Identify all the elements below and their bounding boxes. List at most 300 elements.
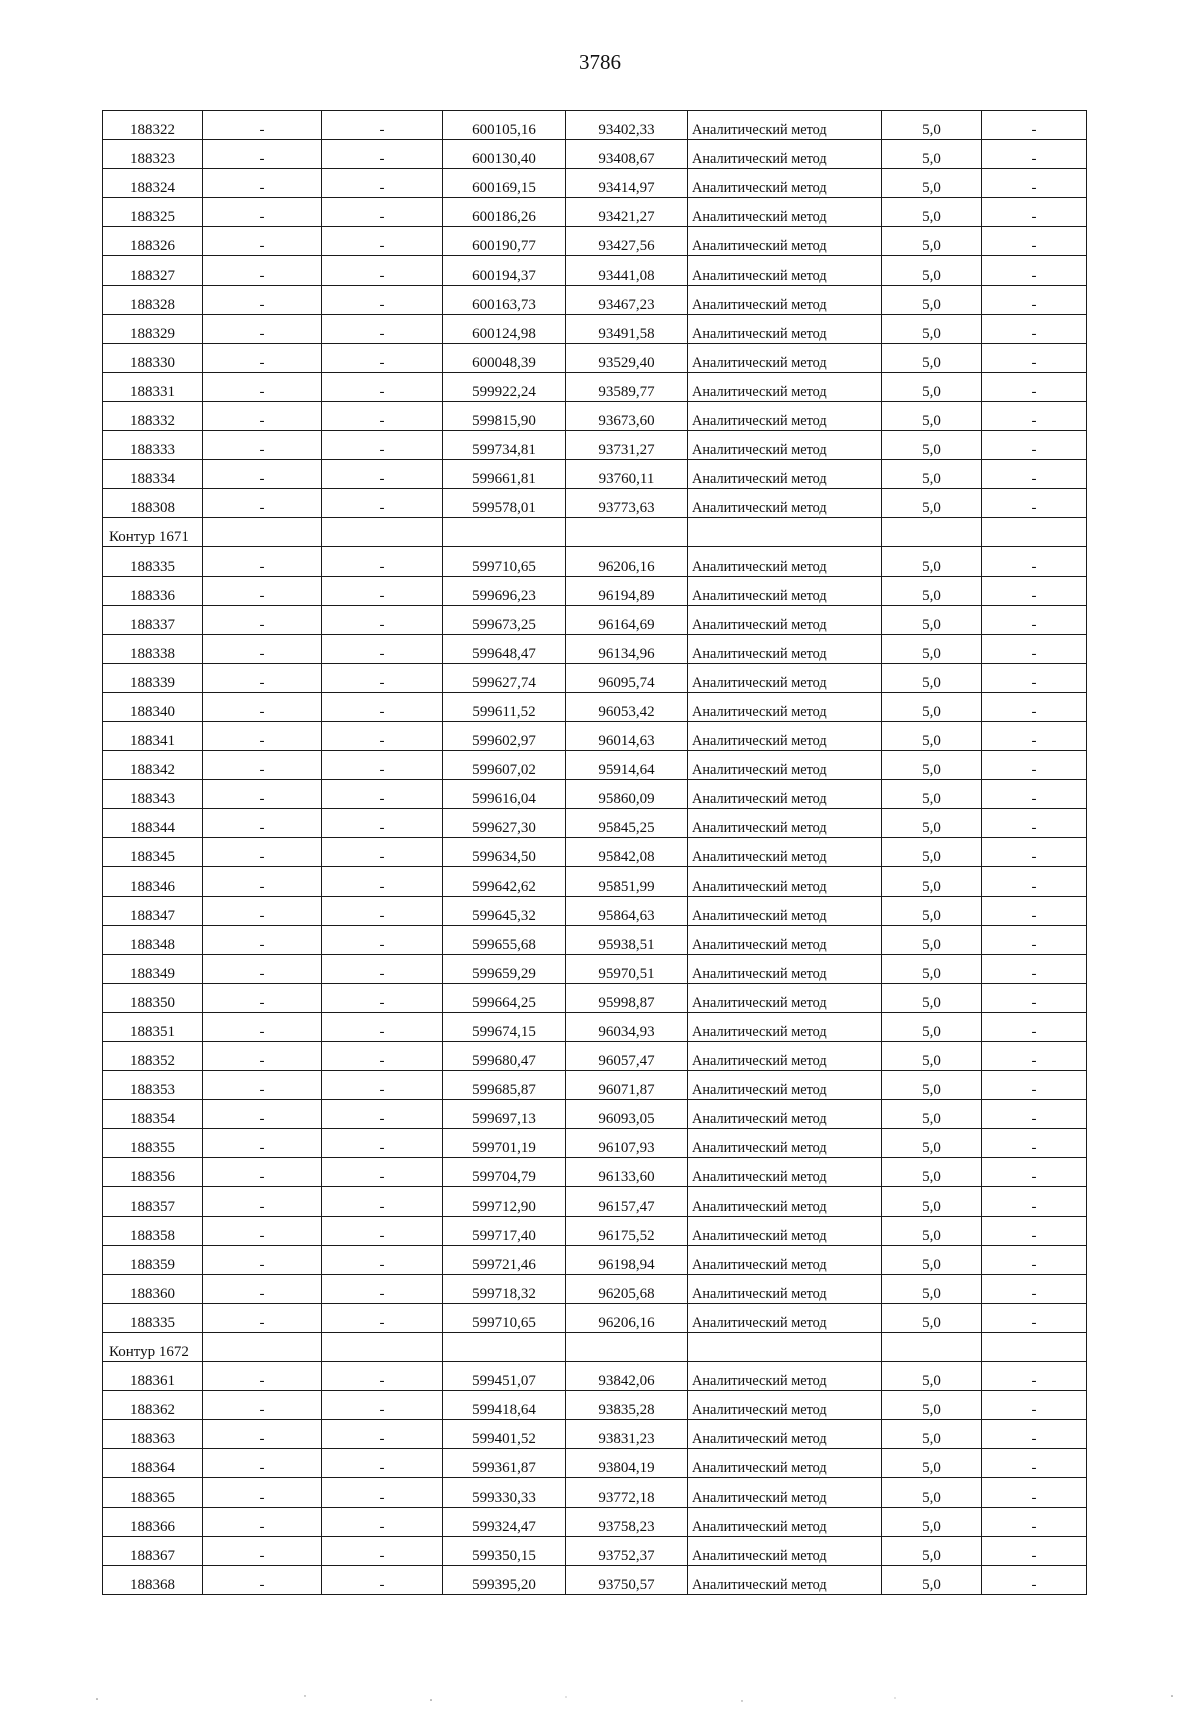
table-row bbox=[103, 1129, 1087, 1158]
cell-method: Аналитический метод bbox=[688, 198, 882, 227]
cell-method: Аналитический метод bbox=[688, 140, 882, 169]
cell-dash: - bbox=[322, 401, 443, 430]
cell-accuracy: 5,0 bbox=[882, 431, 982, 460]
cell-x: 599451,07 bbox=[443, 1362, 566, 1391]
cell-y: 93421,27 bbox=[566, 198, 688, 227]
cell-x: 599616,04 bbox=[443, 780, 566, 809]
cell-dash: - bbox=[322, 1042, 443, 1071]
cell-x: 599324,47 bbox=[443, 1507, 566, 1536]
cell-y: 95938,51 bbox=[566, 925, 688, 954]
cell-method: Аналитический метод bbox=[688, 983, 882, 1012]
cell-dash: - bbox=[322, 954, 443, 983]
cell-method: Аналитический метод bbox=[688, 663, 882, 692]
cell-dash: - bbox=[982, 1449, 1087, 1478]
cell-dash: - bbox=[203, 1507, 322, 1536]
cell-dash: - bbox=[322, 1012, 443, 1041]
cell-accuracy: 5,0 bbox=[882, 1187, 982, 1216]
cell-x: 599721,46 bbox=[443, 1245, 566, 1274]
cell-dash: - bbox=[982, 1274, 1087, 1303]
cell-dash: - bbox=[203, 1565, 322, 1594]
cell-y: 96206,16 bbox=[566, 1303, 688, 1332]
cell-point-id: 188322 bbox=[103, 111, 203, 140]
cell-x: 600169,15 bbox=[443, 169, 566, 198]
cell-y: 96194,89 bbox=[566, 576, 688, 605]
cell-accuracy: 5,0 bbox=[882, 838, 982, 867]
cell-method: Аналитический метод bbox=[688, 1158, 882, 1187]
cell-dash: - bbox=[982, 372, 1087, 401]
cell-accuracy: 5,0 bbox=[882, 460, 982, 489]
cell-y: 93758,23 bbox=[566, 1507, 688, 1536]
cell-point-id: 188346 bbox=[103, 867, 203, 896]
cell-dash: - bbox=[203, 1391, 322, 1420]
cell-accuracy: 5,0 bbox=[882, 605, 982, 634]
cell-dash: - bbox=[982, 1187, 1087, 1216]
cell-dash: - bbox=[982, 1507, 1087, 1536]
cell-dash: - bbox=[203, 460, 322, 489]
contour-label: Контур 1672 bbox=[103, 1332, 203, 1361]
cell-y: 95851,99 bbox=[566, 867, 688, 896]
cell-accuracy: 5,0 bbox=[882, 198, 982, 227]
cell-y: 95864,63 bbox=[566, 896, 688, 925]
cell-dash: - bbox=[322, 925, 443, 954]
cell-accuracy: 5,0 bbox=[882, 925, 982, 954]
cell-method: Аналитический метод bbox=[688, 1536, 882, 1565]
cell-dash: - bbox=[322, 1129, 443, 1158]
cell-accuracy: 5,0 bbox=[882, 1362, 982, 1391]
cell-y: 93772,18 bbox=[566, 1478, 688, 1507]
cell-y: 96198,94 bbox=[566, 1245, 688, 1274]
cell-dash: - bbox=[322, 169, 443, 198]
cell-method: Аналитический метод bbox=[688, 489, 882, 518]
cell-accuracy: 5,0 bbox=[882, 896, 982, 925]
cell-x: 600124,98 bbox=[443, 314, 566, 343]
cell-method: Аналитический метод bbox=[688, 954, 882, 983]
cell-method: Аналитический метод bbox=[688, 1420, 882, 1449]
cell-accuracy: 5,0 bbox=[882, 576, 982, 605]
table-row bbox=[103, 809, 1087, 838]
cell-point-id: 188343 bbox=[103, 780, 203, 809]
cell-point-id: 188350 bbox=[103, 983, 203, 1012]
cell-y: 93408,67 bbox=[566, 140, 688, 169]
cell-x: 599697,13 bbox=[443, 1100, 566, 1129]
table-row bbox=[103, 1478, 1087, 1507]
cell-y: 96157,47 bbox=[566, 1187, 688, 1216]
cell-method: Аналитический метод bbox=[688, 1100, 882, 1129]
cell-accuracy: 5,0 bbox=[882, 1420, 982, 1449]
table-row bbox=[103, 401, 1087, 430]
table-row bbox=[103, 372, 1087, 401]
cell-x: 599815,90 bbox=[443, 401, 566, 430]
cell-x: 599648,47 bbox=[443, 634, 566, 663]
cell-dash: - bbox=[203, 256, 322, 285]
cell-dash: - bbox=[322, 1274, 443, 1303]
cell-y: 93427,56 bbox=[566, 227, 688, 256]
cell-x: 600186,26 bbox=[443, 198, 566, 227]
cell-point-id: 188361 bbox=[103, 1362, 203, 1391]
cell-dash: - bbox=[982, 1391, 1087, 1420]
table-row bbox=[103, 431, 1087, 460]
cell-dash: - bbox=[203, 1158, 322, 1187]
empty-cell bbox=[566, 518, 688, 547]
table-row bbox=[103, 547, 1087, 576]
cell-x: 599673,25 bbox=[443, 605, 566, 634]
cell-dash: - bbox=[322, 751, 443, 780]
cell-dash: - bbox=[322, 576, 443, 605]
cell-dash: - bbox=[982, 1362, 1087, 1391]
cell-y: 93589,77 bbox=[566, 372, 688, 401]
cell-accuracy: 5,0 bbox=[882, 1012, 982, 1041]
cell-point-id: 188338 bbox=[103, 634, 203, 663]
cell-y: 93529,40 bbox=[566, 343, 688, 372]
cell-method: Аналитический метод bbox=[688, 314, 882, 343]
table-row bbox=[103, 983, 1087, 1012]
cell-y: 95970,51 bbox=[566, 954, 688, 983]
cell-dash: - bbox=[322, 227, 443, 256]
cell-accuracy: 5,0 bbox=[882, 1100, 982, 1129]
scan-noise bbox=[0, 1690, 1200, 1710]
cell-y: 93491,58 bbox=[566, 314, 688, 343]
table-row bbox=[103, 1216, 1087, 1245]
cell-dash: - bbox=[203, 1536, 322, 1565]
cell-accuracy: 5,0 bbox=[882, 372, 982, 401]
cell-x: 599401,52 bbox=[443, 1420, 566, 1449]
cell-method: Аналитический метод bbox=[688, 1216, 882, 1245]
cell-point-id: 188330 bbox=[103, 343, 203, 372]
cell-y: 96053,42 bbox=[566, 692, 688, 721]
cell-x: 599395,20 bbox=[443, 1565, 566, 1594]
cell-point-id: 188341 bbox=[103, 721, 203, 750]
cell-dash: - bbox=[322, 460, 443, 489]
cell-dash: - bbox=[982, 780, 1087, 809]
table-row bbox=[103, 1274, 1087, 1303]
table-row bbox=[103, 721, 1087, 750]
table-row bbox=[103, 460, 1087, 489]
table-row bbox=[103, 1449, 1087, 1478]
cell-y: 96107,93 bbox=[566, 1129, 688, 1158]
cell-point-id: 188336 bbox=[103, 576, 203, 605]
cell-dash: - bbox=[982, 1158, 1087, 1187]
table-row bbox=[103, 489, 1087, 518]
cell-point-id: 188328 bbox=[103, 285, 203, 314]
cell-method: Аналитический метод bbox=[688, 401, 882, 430]
table-row bbox=[103, 1071, 1087, 1100]
table-row bbox=[103, 576, 1087, 605]
cell-accuracy: 5,0 bbox=[882, 1071, 982, 1100]
cell-dash: - bbox=[982, 1216, 1087, 1245]
cell-dash: - bbox=[322, 1391, 443, 1420]
cell-dash: - bbox=[203, 198, 322, 227]
cell-dash: - bbox=[203, 983, 322, 1012]
cell-dash: - bbox=[982, 1420, 1087, 1449]
cell-x: 599659,29 bbox=[443, 954, 566, 983]
table-row bbox=[103, 1507, 1087, 1536]
table-row bbox=[103, 634, 1087, 663]
empty-cell bbox=[443, 1332, 566, 1361]
table-row bbox=[103, 140, 1087, 169]
cell-dash: - bbox=[203, 140, 322, 169]
cell-y: 95842,08 bbox=[566, 838, 688, 867]
cell-dash: - bbox=[322, 372, 443, 401]
cell-point-id: 188363 bbox=[103, 1420, 203, 1449]
cell-x: 599664,25 bbox=[443, 983, 566, 1012]
cell-dash: - bbox=[322, 431, 443, 460]
cell-accuracy: 5,0 bbox=[882, 1507, 982, 1536]
cell-dash: - bbox=[982, 1536, 1087, 1565]
cell-y: 96057,47 bbox=[566, 1042, 688, 1071]
cell-y: 96134,96 bbox=[566, 634, 688, 663]
cell-dash: - bbox=[203, 111, 322, 140]
cell-dash: - bbox=[982, 1245, 1087, 1274]
cell-point-id: 188334 bbox=[103, 460, 203, 489]
cell-method: Аналитический метод bbox=[688, 780, 882, 809]
cell-y: 93773,63 bbox=[566, 489, 688, 518]
cell-method: Аналитический метод bbox=[688, 460, 882, 489]
cell-y: 93842,06 bbox=[566, 1362, 688, 1391]
cell-dash: - bbox=[982, 634, 1087, 663]
cell-method: Аналитический метод bbox=[688, 634, 882, 663]
table-body bbox=[103, 111, 1087, 1595]
cell-point-id: 188337 bbox=[103, 605, 203, 634]
cell-x: 599710,65 bbox=[443, 1303, 566, 1332]
cell-dash: - bbox=[203, 780, 322, 809]
cell-x: 599655,68 bbox=[443, 925, 566, 954]
table-row bbox=[103, 605, 1087, 634]
cell-dash: - bbox=[982, 896, 1087, 925]
table-row bbox=[103, 1303, 1087, 1332]
cell-point-id: 188356 bbox=[103, 1158, 203, 1187]
cell-point-id: 188329 bbox=[103, 314, 203, 343]
cell-y: 96206,16 bbox=[566, 547, 688, 576]
cell-dash: - bbox=[203, 1478, 322, 1507]
cell-x: 599717,40 bbox=[443, 1216, 566, 1245]
empty-cell bbox=[443, 518, 566, 547]
cell-method: Аналитический метод bbox=[688, 1478, 882, 1507]
cell-dash: - bbox=[982, 198, 1087, 227]
cell-dash: - bbox=[982, 1100, 1087, 1129]
cell-dash: - bbox=[322, 256, 443, 285]
table-row bbox=[103, 1536, 1087, 1565]
cell-accuracy: 5,0 bbox=[882, 1274, 982, 1303]
cell-point-id: 188348 bbox=[103, 925, 203, 954]
table-row bbox=[103, 314, 1087, 343]
cell-y: 93752,37 bbox=[566, 1536, 688, 1565]
cell-x: 599361,87 bbox=[443, 1449, 566, 1478]
cell-accuracy: 5,0 bbox=[882, 1042, 982, 1071]
cell-dash: - bbox=[322, 343, 443, 372]
cell-dash: - bbox=[203, 954, 322, 983]
cell-method: Аналитический метод bbox=[688, 169, 882, 198]
cell-dash: - bbox=[203, 1449, 322, 1478]
cell-dash: - bbox=[322, 140, 443, 169]
cell-point-id: 188323 bbox=[103, 140, 203, 169]
cell-dash: - bbox=[322, 838, 443, 867]
cell-dash: - bbox=[322, 285, 443, 314]
cell-point-id: 188332 bbox=[103, 401, 203, 430]
table-row bbox=[103, 1420, 1087, 1449]
cell-point-id: 188325 bbox=[103, 198, 203, 227]
cell-accuracy: 5,0 bbox=[882, 285, 982, 314]
cell-dash: - bbox=[982, 169, 1087, 198]
cell-dash: - bbox=[203, 1362, 322, 1391]
cell-x: 599922,24 bbox=[443, 372, 566, 401]
cell-method: Аналитический метод bbox=[688, 431, 882, 460]
cell-y: 96095,74 bbox=[566, 663, 688, 692]
cell-method: Аналитический метод bbox=[688, 1187, 882, 1216]
cell-dash: - bbox=[203, 692, 322, 721]
cell-dash: - bbox=[203, 431, 322, 460]
cell-point-id: 188342 bbox=[103, 751, 203, 780]
cell-dash: - bbox=[322, 867, 443, 896]
cell-method: Аналитический метод bbox=[688, 896, 882, 925]
cell-dash: - bbox=[203, 1216, 322, 1245]
cell-dash: - bbox=[982, 809, 1087, 838]
cell-dash: - bbox=[203, 663, 322, 692]
cell-method: Аналитический метод bbox=[688, 1303, 882, 1332]
cell-dash: - bbox=[322, 1478, 443, 1507]
cell-dash: - bbox=[982, 721, 1087, 750]
cell-point-id: 188326 bbox=[103, 227, 203, 256]
cell-y: 93441,08 bbox=[566, 256, 688, 285]
table-row bbox=[103, 1391, 1087, 1420]
cell-point-id: 188352 bbox=[103, 1042, 203, 1071]
cell-dash: - bbox=[982, 489, 1087, 518]
empty-cell bbox=[882, 518, 982, 547]
cell-accuracy: 5,0 bbox=[882, 1216, 982, 1245]
cell-dash: - bbox=[322, 1449, 443, 1478]
cell-point-id: 188358 bbox=[103, 1216, 203, 1245]
contour-label: Контур 1671 bbox=[103, 518, 203, 547]
cell-dash: - bbox=[203, 605, 322, 634]
cell-y: 96164,69 bbox=[566, 605, 688, 634]
cell-dash: - bbox=[322, 1245, 443, 1274]
empty-cell bbox=[982, 518, 1087, 547]
cell-method: Аналитический метод bbox=[688, 1274, 882, 1303]
table-row bbox=[103, 169, 1087, 198]
table-row bbox=[103, 1187, 1087, 1216]
cell-dash: - bbox=[982, 838, 1087, 867]
cell-y: 93831,23 bbox=[566, 1420, 688, 1449]
cell-point-id: 188351 bbox=[103, 1012, 203, 1041]
cell-method: Аналитический метод bbox=[688, 111, 882, 140]
cell-y: 96034,93 bbox=[566, 1012, 688, 1041]
cell-method: Аналитический метод bbox=[688, 285, 882, 314]
cell-dash: - bbox=[203, 169, 322, 198]
cell-dash: - bbox=[322, 1362, 443, 1391]
cell-accuracy: 5,0 bbox=[882, 663, 982, 692]
cell-dash: - bbox=[982, 983, 1087, 1012]
cell-y: 93835,28 bbox=[566, 1391, 688, 1420]
cell-dash: - bbox=[203, 838, 322, 867]
cell-x: 600190,77 bbox=[443, 227, 566, 256]
cell-dash: - bbox=[203, 1042, 322, 1071]
cell-dash: - bbox=[322, 1565, 443, 1594]
cell-point-id: 188345 bbox=[103, 838, 203, 867]
cell-x: 599634,50 bbox=[443, 838, 566, 867]
cell-x: 600048,39 bbox=[443, 343, 566, 372]
cell-dash: - bbox=[203, 343, 322, 372]
table-row bbox=[103, 1012, 1087, 1041]
cell-dash: - bbox=[322, 1216, 443, 1245]
empty-cell bbox=[322, 518, 443, 547]
cell-dash: - bbox=[982, 1129, 1087, 1158]
cell-x: 599418,64 bbox=[443, 1391, 566, 1420]
cell-x: 599704,79 bbox=[443, 1158, 566, 1187]
cell-point-id: 188354 bbox=[103, 1100, 203, 1129]
cell-point-id: 188366 bbox=[103, 1507, 203, 1536]
cell-y: 93804,19 bbox=[566, 1449, 688, 1478]
cell-dash: - bbox=[322, 605, 443, 634]
cell-dash: - bbox=[982, 314, 1087, 343]
table-row bbox=[103, 1565, 1087, 1594]
empty-cell bbox=[203, 518, 322, 547]
cell-x: 599330,33 bbox=[443, 1478, 566, 1507]
cell-accuracy: 5,0 bbox=[882, 140, 982, 169]
cell-accuracy: 5,0 bbox=[882, 692, 982, 721]
cell-point-id: 188355 bbox=[103, 1129, 203, 1158]
cell-y: 93414,97 bbox=[566, 169, 688, 198]
cell-y: 93673,60 bbox=[566, 401, 688, 430]
table-row bbox=[103, 256, 1087, 285]
cell-dash: - bbox=[203, 1129, 322, 1158]
cell-accuracy: 5,0 bbox=[882, 489, 982, 518]
cell-dash: - bbox=[982, 460, 1087, 489]
cell-point-id: 188324 bbox=[103, 169, 203, 198]
cell-dash: - bbox=[322, 721, 443, 750]
table-row bbox=[103, 692, 1087, 721]
cell-dash: - bbox=[982, 605, 1087, 634]
cell-y: 96093,05 bbox=[566, 1100, 688, 1129]
cell-point-id: 188368 bbox=[103, 1565, 203, 1594]
cell-dash: - bbox=[203, 1071, 322, 1100]
cell-y: 93750,57 bbox=[566, 1565, 688, 1594]
cell-dash: - bbox=[982, 1071, 1087, 1100]
cell-dash: - bbox=[982, 1565, 1087, 1594]
cell-x: 599718,32 bbox=[443, 1274, 566, 1303]
cell-x: 599578,01 bbox=[443, 489, 566, 518]
cell-dash: - bbox=[982, 1303, 1087, 1332]
cell-y: 93467,23 bbox=[566, 285, 688, 314]
cell-dash: - bbox=[982, 431, 1087, 460]
cell-method: Аналитический метод bbox=[688, 721, 882, 750]
cell-dash: - bbox=[203, 721, 322, 750]
cell-dash: - bbox=[322, 809, 443, 838]
cell-dash: - bbox=[203, 1187, 322, 1216]
cell-dash: - bbox=[203, 634, 322, 663]
cell-dash: - bbox=[203, 867, 322, 896]
cell-y: 96014,63 bbox=[566, 721, 688, 750]
cell-point-id: 188362 bbox=[103, 1391, 203, 1420]
cell-method: Аналитический метод bbox=[688, 1507, 882, 1536]
cell-accuracy: 5,0 bbox=[882, 1158, 982, 1187]
cell-point-id: 188333 bbox=[103, 431, 203, 460]
cell-accuracy: 5,0 bbox=[882, 1536, 982, 1565]
cell-x: 599696,23 bbox=[443, 576, 566, 605]
cell-method: Аналитический метод bbox=[688, 343, 882, 372]
cell-dash: - bbox=[322, 896, 443, 925]
table-row bbox=[103, 111, 1087, 140]
empty-cell bbox=[982, 1332, 1087, 1361]
cell-method: Аналитический метод bbox=[688, 1042, 882, 1071]
cell-accuracy: 5,0 bbox=[882, 111, 982, 140]
empty-cell bbox=[566, 1332, 688, 1361]
cell-dash: - bbox=[322, 1071, 443, 1100]
cell-x: 599642,62 bbox=[443, 867, 566, 896]
cell-dash: - bbox=[203, 285, 322, 314]
cell-accuracy: 5,0 bbox=[882, 1303, 982, 1332]
cell-accuracy: 5,0 bbox=[882, 401, 982, 430]
cell-accuracy: 5,0 bbox=[882, 634, 982, 663]
cell-dash: - bbox=[982, 925, 1087, 954]
